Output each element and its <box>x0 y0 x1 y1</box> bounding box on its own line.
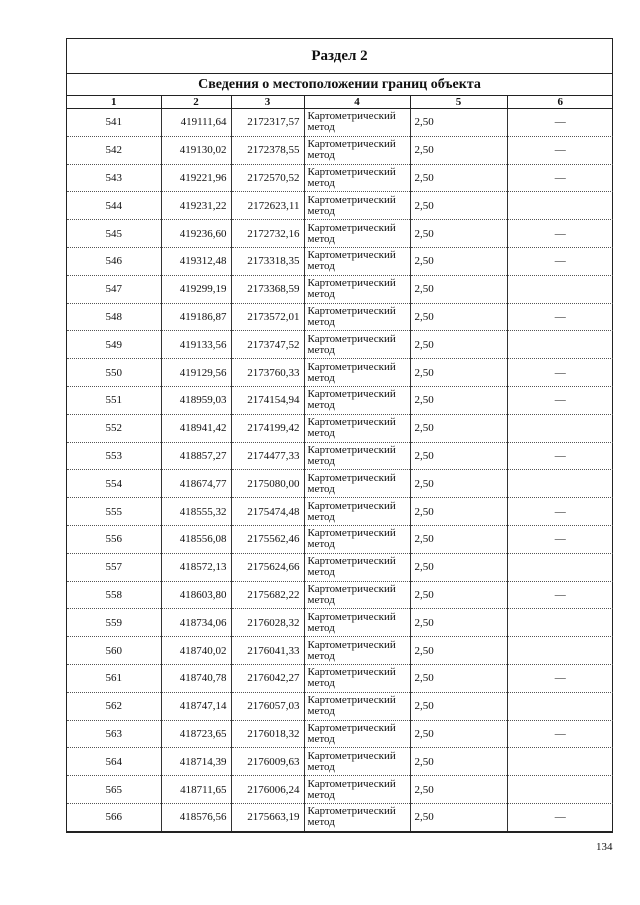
coord-x: 419231,22 <box>161 192 231 220</box>
coord-x: 419236,60 <box>161 220 231 248</box>
accuracy-cell: 2,50 <box>410 192 507 220</box>
note-cell: — <box>507 247 613 275</box>
method-cell: Картометрический метод <box>304 192 410 220</box>
table-row <box>67 275 613 303</box>
coord-y: 2173368,59 <box>231 275 304 303</box>
note-cell <box>507 470 613 498</box>
method-cell: Картометрический метод <box>304 386 410 414</box>
accuracy-cell: 2,50 <box>410 303 507 331</box>
method-cell: Картометрический метод <box>304 776 410 804</box>
method-cell: Картометрический метод <box>304 609 410 637</box>
point-number: 560 <box>67 637 161 665</box>
accuracy-cell: 2,50 <box>410 803 507 831</box>
method-cell: Картометрический метод <box>304 803 410 831</box>
point-number: 563 <box>67 720 161 748</box>
coord-y: 2172317,57 <box>231 109 304 137</box>
coord-y: 2173747,52 <box>231 331 304 359</box>
table-row <box>67 442 613 470</box>
table-row <box>67 637 613 665</box>
section-title: Раздел 2 <box>67 39 612 74</box>
document-frame <box>66 38 613 833</box>
table-row <box>67 136 613 164</box>
accuracy-cell: 2,50 <box>410 525 507 553</box>
method-cell: Картометрический метод <box>304 748 410 776</box>
note-cell: — <box>507 525 613 553</box>
method-cell: Картометрический метод <box>304 303 410 331</box>
accuracy-cell: 2,50 <box>410 359 507 387</box>
column-header: 2 <box>161 96 231 109</box>
coord-y: 2176009,63 <box>231 748 304 776</box>
coord-x: 419186,87 <box>161 303 231 331</box>
note-cell <box>507 637 613 665</box>
coord-y: 2172570,52 <box>231 164 304 192</box>
note-cell: — <box>507 498 613 526</box>
note-cell: — <box>507 442 613 470</box>
coord-x: 419221,96 <box>161 164 231 192</box>
column-header-row <box>67 96 613 109</box>
note-cell: — <box>507 359 613 387</box>
table-row <box>67 164 613 192</box>
point-number: 545 <box>67 220 161 248</box>
note-cell: — <box>507 303 613 331</box>
accuracy-cell: 2,50 <box>410 720 507 748</box>
accuracy-cell: 2,50 <box>410 386 507 414</box>
coord-x: 418941,42 <box>161 414 231 442</box>
note-cell: — <box>507 220 613 248</box>
column-header: 5 <box>410 96 507 109</box>
note-cell: — <box>507 109 613 137</box>
table-row <box>67 803 613 831</box>
accuracy-cell: 2,50 <box>410 553 507 581</box>
coord-y: 2174199,42 <box>231 414 304 442</box>
table-row <box>67 303 613 331</box>
note-cell <box>507 692 613 720</box>
method-cell: Картометрический метод <box>304 720 410 748</box>
method-cell: Картометрический метод <box>304 525 410 553</box>
coord-y: 2176042,27 <box>231 664 304 692</box>
column-header: 4 <box>304 96 410 109</box>
point-number: 566 <box>67 803 161 831</box>
point-number: 564 <box>67 748 161 776</box>
column-header: 6 <box>507 96 613 109</box>
coord-y: 2173318,35 <box>231 247 304 275</box>
point-number: 561 <box>67 664 161 692</box>
accuracy-cell: 2,50 <box>410 442 507 470</box>
method-cell: Картометрический метод <box>304 164 410 192</box>
point-number: 543 <box>67 164 161 192</box>
method-cell: Картометрический метод <box>304 414 410 442</box>
coord-x: 418857,27 <box>161 442 231 470</box>
note-cell: — <box>507 803 613 831</box>
note-cell: — <box>507 664 613 692</box>
note-cell: — <box>507 386 613 414</box>
coord-x: 418723,65 <box>161 720 231 748</box>
accuracy-cell: 2,50 <box>410 414 507 442</box>
table-row <box>67 692 613 720</box>
coord-y: 2173760,33 <box>231 359 304 387</box>
note-cell: — <box>507 136 613 164</box>
coord-x: 419133,56 <box>161 331 231 359</box>
coord-y: 2173572,01 <box>231 303 304 331</box>
coord-y: 2175624,66 <box>231 553 304 581</box>
coord-x: 418959,03 <box>161 386 231 414</box>
table-row <box>67 525 613 553</box>
point-number: 551 <box>67 386 161 414</box>
coord-y: 2175663,19 <box>231 803 304 831</box>
point-number: 546 <box>67 247 161 275</box>
accuracy-cell: 2,50 <box>410 776 507 804</box>
method-cell: Картометрический метод <box>304 637 410 665</box>
note-cell <box>507 776 613 804</box>
note-cell: — <box>507 164 613 192</box>
table-row <box>67 220 613 248</box>
coord-y: 2176041,33 <box>231 637 304 665</box>
point-number: 556 <box>67 525 161 553</box>
accuracy-cell: 2,50 <box>410 637 507 665</box>
coord-x: 418714,39 <box>161 748 231 776</box>
point-number: 553 <box>67 442 161 470</box>
table-row <box>67 498 613 526</box>
coord-x: 418556,08 <box>161 525 231 553</box>
accuracy-cell: 2,50 <box>410 692 507 720</box>
coord-x: 418747,14 <box>161 692 231 720</box>
coord-y: 2174477,33 <box>231 442 304 470</box>
accuracy-cell: 2,50 <box>410 609 507 637</box>
coord-x: 418576,56 <box>161 803 231 831</box>
method-cell: Картометрический метод <box>304 581 410 609</box>
table-row <box>67 553 613 581</box>
coord-y: 2172732,16 <box>231 220 304 248</box>
method-cell: Картометрический метод <box>304 247 410 275</box>
coord-x: 419129,56 <box>161 359 231 387</box>
accuracy-cell: 2,50 <box>410 136 507 164</box>
coord-y: 2174154,94 <box>231 386 304 414</box>
accuracy-cell: 2,50 <box>410 247 507 275</box>
point-number: 558 <box>67 581 161 609</box>
point-number: 544 <box>67 192 161 220</box>
accuracy-cell: 2,50 <box>410 164 507 192</box>
method-cell: Картометрический метод <box>304 553 410 581</box>
note-cell <box>507 748 613 776</box>
coord-y: 2172378,55 <box>231 136 304 164</box>
point-number: 555 <box>67 498 161 526</box>
note-cell <box>507 553 613 581</box>
method-cell: Картометрический метод <box>304 498 410 526</box>
coord-x: 419299,19 <box>161 275 231 303</box>
point-number: 547 <box>67 275 161 303</box>
coord-y: 2176028,32 <box>231 609 304 637</box>
method-cell: Картометрический метод <box>304 136 410 164</box>
coord-y: 2176006,24 <box>231 776 304 804</box>
accuracy-cell: 2,50 <box>410 748 507 776</box>
coord-x: 418740,02 <box>161 637 231 665</box>
coord-y: 2175080,00 <box>231 470 304 498</box>
note-cell <box>507 192 613 220</box>
coord-x: 419111,64 <box>161 109 231 137</box>
note-cell <box>507 609 613 637</box>
table-title: Сведения о местоположении границ объекта <box>67 74 612 96</box>
point-number: 554 <box>67 470 161 498</box>
accuracy-cell: 2,50 <box>410 109 507 137</box>
method-cell: Картометрический метод <box>304 109 410 137</box>
coord-x: 418603,80 <box>161 581 231 609</box>
coord-x: 418572,13 <box>161 553 231 581</box>
table-row <box>67 776 613 804</box>
coord-x: 418740,78 <box>161 664 231 692</box>
table-row <box>67 386 613 414</box>
accuracy-cell: 2,50 <box>410 498 507 526</box>
accuracy-cell: 2,50 <box>410 470 507 498</box>
coord-y: 2172623,11 <box>231 192 304 220</box>
table-row <box>67 414 613 442</box>
table-row <box>67 470 613 498</box>
coord-y: 2176018,32 <box>231 720 304 748</box>
accuracy-cell: 2,50 <box>410 220 507 248</box>
point-number: 549 <box>67 331 161 359</box>
coord-y: 2176057,03 <box>231 692 304 720</box>
column-header: 3 <box>231 96 304 109</box>
page-number: 134 <box>596 841 613 853</box>
point-number: 550 <box>67 359 161 387</box>
coord-x: 419130,02 <box>161 136 231 164</box>
coord-x: 418555,32 <box>161 498 231 526</box>
method-cell: Картометрический метод <box>304 692 410 720</box>
note-cell <box>507 414 613 442</box>
boundary-table <box>67 96 613 832</box>
table-row <box>67 720 613 748</box>
note-cell: — <box>507 720 613 748</box>
accuracy-cell: 2,50 <box>410 581 507 609</box>
accuracy-cell: 2,50 <box>410 664 507 692</box>
coord-y: 2175682,22 <box>231 581 304 609</box>
coord-x: 418734,06 <box>161 609 231 637</box>
column-header: 1 <box>67 96 161 109</box>
table-row <box>67 247 613 275</box>
accuracy-cell: 2,50 <box>410 275 507 303</box>
method-cell: Картометрический метод <box>304 470 410 498</box>
table-row <box>67 581 613 609</box>
method-cell: Картометрический метод <box>304 275 410 303</box>
point-number: 559 <box>67 609 161 637</box>
table-row <box>67 109 613 137</box>
note-cell: — <box>507 581 613 609</box>
coord-x: 418711,65 <box>161 776 231 804</box>
table-row <box>67 609 613 637</box>
coord-y: 2175474,48 <box>231 498 304 526</box>
method-cell: Картометрический метод <box>304 359 410 387</box>
coord-x: 419312,48 <box>161 247 231 275</box>
table-row <box>67 748 613 776</box>
point-number: 562 <box>67 692 161 720</box>
point-number: 557 <box>67 553 161 581</box>
accuracy-cell: 2,50 <box>410 331 507 359</box>
method-cell: Картометрический метод <box>304 664 410 692</box>
coord-x: 418674,77 <box>161 470 231 498</box>
point-number: 552 <box>67 414 161 442</box>
point-number: 541 <box>67 109 161 137</box>
table-row <box>67 331 613 359</box>
point-number: 548 <box>67 303 161 331</box>
point-number: 542 <box>67 136 161 164</box>
table-row <box>67 192 613 220</box>
coord-y: 2175562,46 <box>231 525 304 553</box>
note-cell <box>507 331 613 359</box>
point-number: 565 <box>67 776 161 804</box>
table-row <box>67 664 613 692</box>
table-row <box>67 359 613 387</box>
note-cell <box>507 275 613 303</box>
method-cell: Картометрический метод <box>304 220 410 248</box>
method-cell: Картометрический метод <box>304 442 410 470</box>
method-cell: Картометрический метод <box>304 331 410 359</box>
